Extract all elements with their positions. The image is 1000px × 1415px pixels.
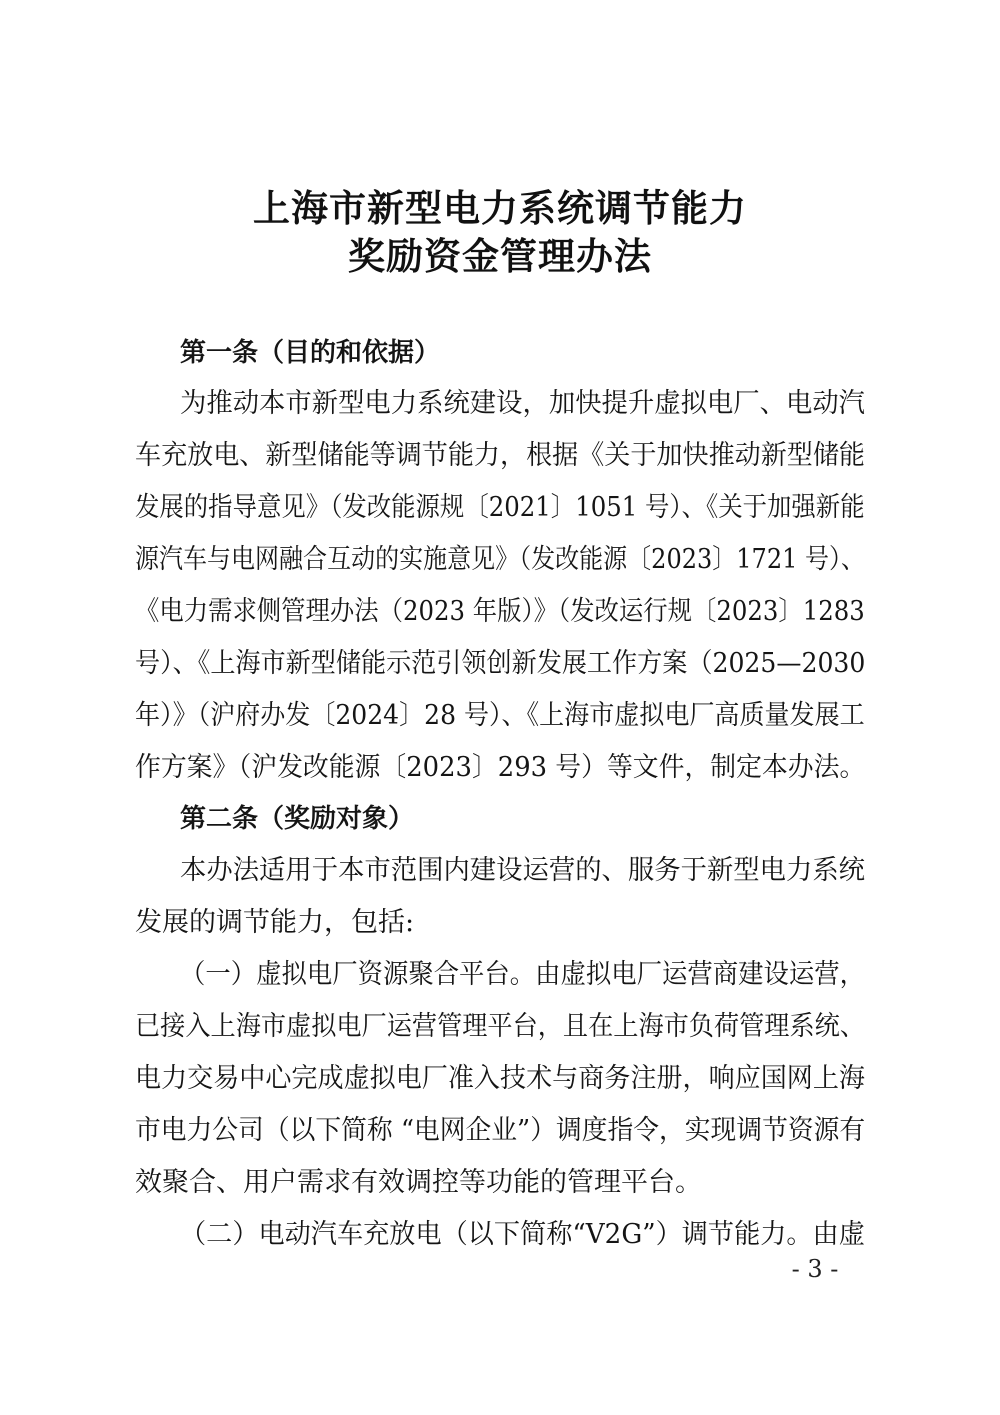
- article-2-line: （二）电动汽车充放电（以下简称“V2G”）调节能力。由虚: [180, 1219, 865, 1250]
- article-1-line: 为推动本市新型电力系统建设，加快提升虚拟电厂、电动汽: [180, 388, 866, 419]
- article-1-line: 作方案》（沪发改能源〔2023〕293 号）等文件，制定本办法。: [135, 752, 866, 783]
- page-number: - 3 -: [791, 1255, 839, 1283]
- article-2-line: 本办法适用于本市范围内建设运营的、服务于新型电力系统: [180, 855, 866, 886]
- article-2-heading: 第二条（奖励对象）: [180, 804, 415, 834]
- article-1-line: 发展的指导意见》（发改能源规〔2021〕1051 号）、《关于加强新能: [135, 492, 865, 523]
- document-title-line-2: 奖励资金管理办法: [348, 235, 652, 278]
- article-2-line: 电力交易中心完成虚拟电厂准入技术与商务注册，响应国网上海: [135, 1063, 865, 1094]
- article-1-line: 号）、《上海市新型储能示范引领创新发展工作方案（2025—2030: [135, 648, 866, 679]
- article-1-line: 车充放电、新型储能等调节能力，根据《关于加快推动新型储能: [135, 440, 865, 471]
- article-2-line: （一）虚拟电厂资源聚合平台。由虚拟电厂运营商建设运营，: [180, 959, 865, 990]
- article-1-line: 年）》（沪府办发〔2024〕28 号）、《上海市虚拟电厂高质量发展工: [135, 700, 865, 731]
- article-1-line: 《电力需求侧管理办法（2023 年版）》（发改运行规〔2023〕1283: [135, 596, 865, 627]
- article-2-line: 效聚合、用户需求有效调控等功能的管理平台。: [135, 1167, 702, 1198]
- document-title-line-1: 上海市新型电力系统调节能力: [253, 187, 747, 230]
- article-2-line: 市电力公司（以下简称 “电网企业”）调度指令，实现调节资源有: [135, 1115, 866, 1146]
- article-2-line: 已接入上海市虚拟电厂运营管理平台，且在上海市负荷管理系统、: [135, 1011, 865, 1042]
- article-2-line: 发展的调节能力，包括:: [135, 907, 415, 938]
- article-1-heading: 第一条（目的和依据）: [180, 338, 441, 368]
- article-1-line: 源汽车与电网融合互动的实施意见》（发改能源〔2023〕1721 号）、: [135, 544, 866, 575]
